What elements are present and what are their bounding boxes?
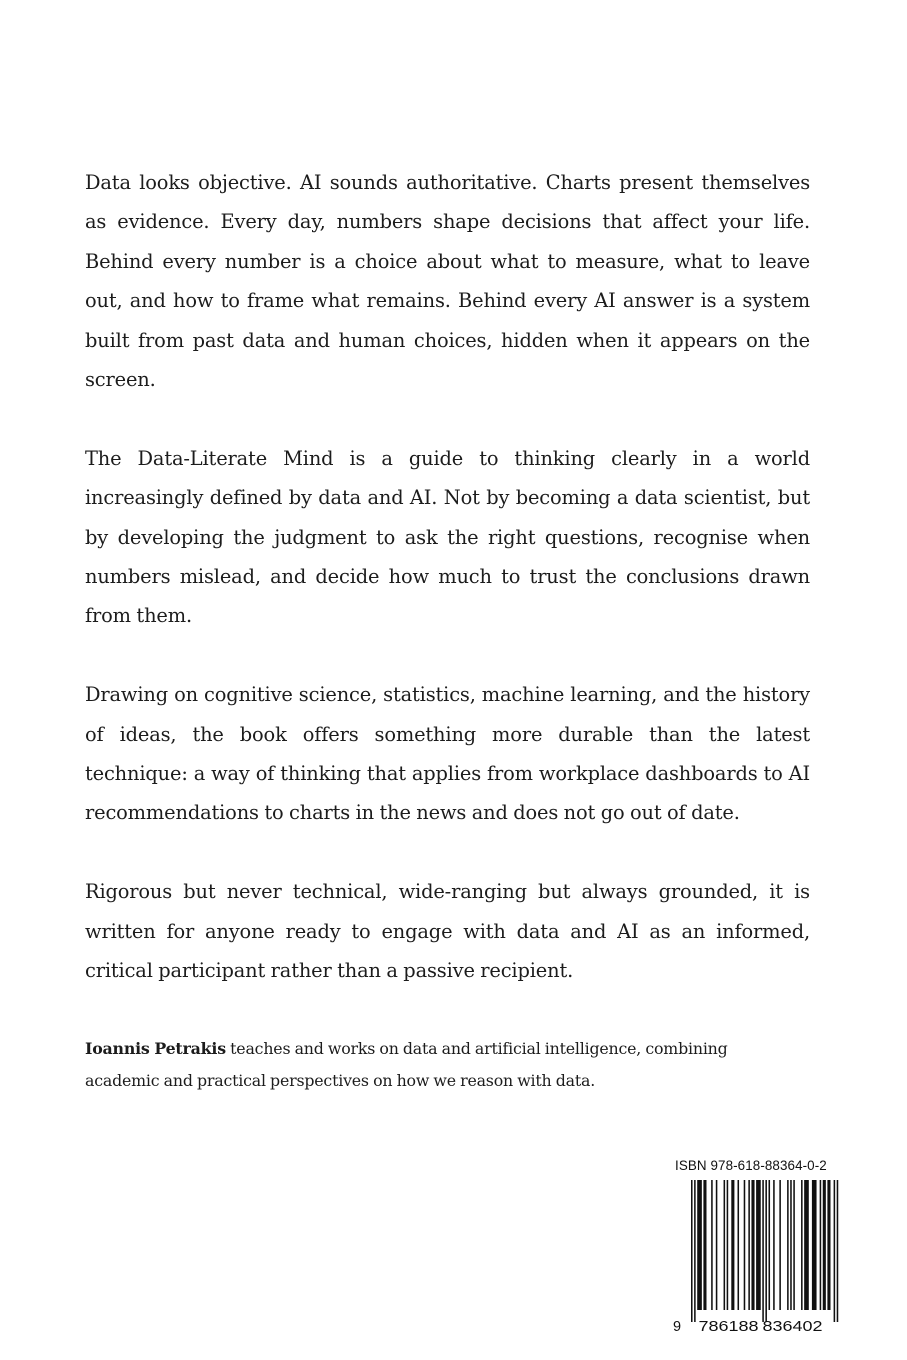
barcode-bar [773,1180,775,1310]
barcode-guard-bar [762,1180,764,1322]
barcode-guard-bar [691,1180,693,1322]
blurb-paragraph: Drawing on cognitive science, statistics, machine learning, and the history of ideas, the book offers something more durable than the latest technique: a way of thinking that applies from workplace dashboards to AI recommendations to charts in the news and does not go out of date. [85,683,810,825]
barcode-bar [697,1180,702,1310]
blurb-paragraph: The Data-Literate Mind is a guide to thinking clearly in a world increasingly defined by data and AI. Not by becoming a data scientist, but by developing the judgment to ask the right questions, recognise when numbers mislead, and decide how much to trust the conclusions drawn from them. [85,446,810,628]
barcode-bar [711,1180,713,1310]
barcode-image [673,1178,841,1336]
author-name: Ioannis Petrakis [85,1039,226,1058]
barcode-bar [748,1180,750,1310]
barcode-bar [724,1180,726,1310]
barcode-bar [812,1180,817,1310]
isbn-label: ISBN 978-618-88364-0-2 [675,1158,827,1173]
barcode-bar [787,1180,789,1310]
back-cover-blurb [85,163,810,1030]
barcode-bar [793,1180,795,1310]
barcode-digits-right: 836402 [762,1319,823,1335]
barcode-bar [804,1180,809,1310]
barcode-guard-bar [834,1180,836,1322]
barcode-guard-bar [837,1180,839,1322]
barcode-digit-first: 9 [673,1319,682,1335]
barcode-bar [790,1180,792,1310]
barcode-bar [823,1180,826,1310]
barcode-bar [769,1180,771,1310]
barcode-digits-left: 786188 [698,1319,759,1335]
barcode-bar [827,1180,830,1310]
barcode-bar [756,1180,761,1310]
barcode-guard-bar [694,1180,696,1322]
barcode-bar [738,1180,740,1310]
barcode-guard-bar [765,1180,767,1322]
barcode-bar [727,1180,729,1310]
barcode-bar [716,1180,718,1310]
barcode-bar [703,1180,706,1310]
blurb-paragraph: Rigorous but never technical, wide-ranging but always grounded, it is written for anyone ready to engage with data and AI as an informed, critical participant rather than a passive recipient. [85,880,810,983]
barcode-bar [751,1180,754,1310]
author-bio [85,1033,785,1097]
barcode-bar [779,1180,781,1310]
barcode-bar [820,1180,822,1310]
barcode-bar [744,1180,746,1310]
isbn-barcode [673,1158,841,1338]
barcode-bar [731,1180,734,1310]
barcode-bar [801,1180,803,1310]
blurb-paragraph: Data looks objective. AI sounds authoritative. Charts present themselves as evidence. Every day, numbers shape decisions that affect your life. Behind every number is a choice about what to measure, what to leave out, and how to frame what remains. Behind every AI answer is a system built from past data and human choices, hidden when it appears on the screen. [85,171,810,392]
author-bio-text: teaches and works on data and artificial intelligence, combining academic and practical perspectives on how we reason with data. [85,1039,728,1090]
